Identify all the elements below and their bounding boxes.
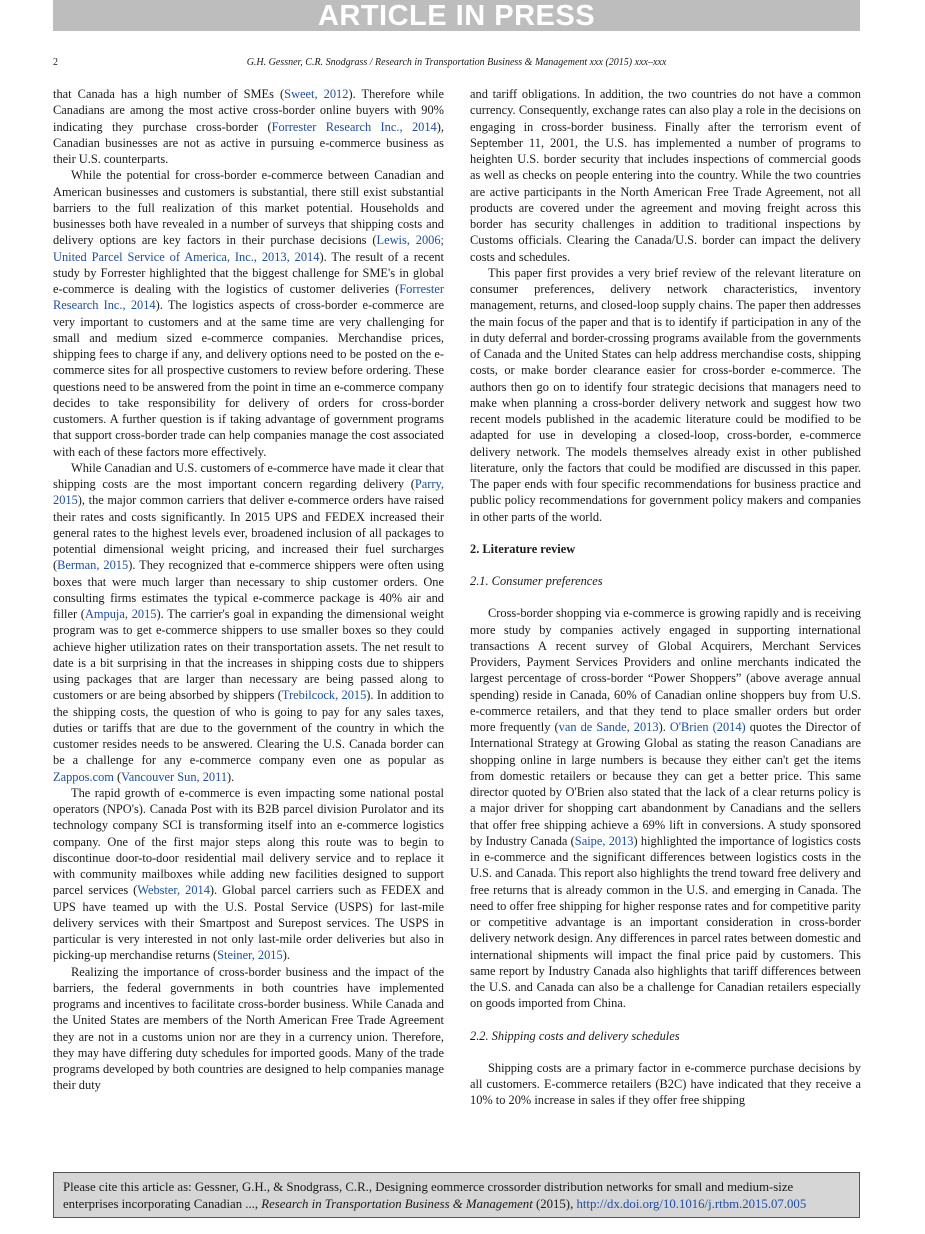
running-header bbox=[53, 57, 860, 71]
text: ( bbox=[113, 769, 122, 784]
text: ). bbox=[658, 720, 670, 734]
page-number: 2 bbox=[53, 57, 58, 68]
citation-link[interactable]: Saipe, 2013 bbox=[574, 833, 634, 848]
journal-running-title: G.H. Gessner, C.R. Snodgrass / Research in Transportation Business & Management xxx (2015) xxx–xxx bbox=[246, 57, 667, 68]
text: ). The carrier's goal in expanding the dimensional weight program was to get e-commerce shippers to use smaller boxes so they could achieve higher utilization rates on their transportation assets. The net result to date is a bit surprising in that the increases in shipping costs due to shippers using packages that are larger than necessary are being passed along to customers or are being absorbed by shippers ( bbox=[53, 607, 444, 703]
text: ). They recognized that e-commerce shippers were often using boxes that were much larger than necessary to ship customer orders. One consulting firms estimates the typical e-commerce package is 40% air and filler ( bbox=[53, 558, 444, 621]
citation-link[interactable]: Berman, 2015 bbox=[57, 558, 129, 573]
citation-link[interactable]: Sweet, 2012 bbox=[284, 87, 349, 101]
section-heading: 2. Literature review bbox=[470, 541, 576, 556]
paragraph bbox=[53, 460, 444, 785]
text: This paper first provides a very brief review of the relevant literature on consumer preferences, delivery network characteristics, inventory management, returns, and closed-loop supply chains. The paper then addresses the main focus of the paper and that is to identify if participation in any of the in duty deferral and border-crossing programs available from the governments of Canada and the United States can help address merchandise costs, shipping costs, or make border clearance easier for cross-border e-commerce. The authors then go on to identify four strategic decisions that managers need to make when planning a cross-border delivery network and suggest how two recent models published in the academic literature could be modified to be adapted for use in developing a closed-loop, cross-border, e-commerce delivery network. The models themselves already exist in other published literature, only the factors that could be modified are discussed in this paper. The paper ends with four specific recommendations for business practice and public policy recommendations for government policy makers and companies in other parts of the world. bbox=[470, 265, 861, 524]
text: (2015), bbox=[532, 1196, 577, 1211]
subsection-heading: 2.2. Shipping costs and delivery schedules bbox=[470, 1028, 680, 1043]
text: Please cite this article as: Gessner, G.H., & Snodgrass, C.R., Designing eommerce crossorder distribution networks for small and medium-size enterprises incorporating Canadian ..., bbox=[63, 1180, 794, 1211]
text: that Canada has a high number of SMEs ( bbox=[53, 87, 285, 101]
citation-link[interactable]: Lewis, 2006; United Parcel Service of America, Inc., 2013, 2014 bbox=[53, 233, 444, 264]
citation-link[interactable]: van de Sande, 2013 bbox=[558, 720, 659, 734]
doi-link[interactable]: http://dx.doi.org/10.1016/j.rtbm.2015.07.005 bbox=[576, 1196, 807, 1211]
text: ), the major common carriers that deliver e-commerce orders have raised their rates and costs significantly. In 2015 UPS and FEDEX increased their general rates to the highest levels ever, broadened inclusion of all packages to potential dimensional weight pricing, and increased their fuel surcharges ( bbox=[53, 493, 444, 573]
article-in-press-banner: ARTICLE IN PRESS bbox=[53, 0, 860, 31]
paragraph bbox=[53, 167, 444, 460]
text: ) highlighted the importance of logistics costs in e-commerce and the significant differences between logistics costs in the U.S. and Canada. This report also highlights the trend toward free delivery and free returns that is already common in the U.S. and emerging in Canada. The need to offer free shipping for higher response rates and for competitive parity or competitive advantage is an important consideration in cross-border delivery network design. Any differences in parcel rates between domestic and international shipments will impact the final price paid by customers. This same report by Industry Canada also highlights that tariff differences between the U.S. and Canada can also be a challenge for Canadian retailers especially on goods imported from China. bbox=[470, 833, 862, 1011]
citation-footer bbox=[53, 1172, 860, 1218]
paragraph bbox=[470, 1060, 861, 1109]
citation-link[interactable]: Parry, 2015 bbox=[53, 477, 444, 508]
text: While Canadian and U.S. customers of e-commerce have made it clear that shipping costs are the most important concern regarding delivery ( bbox=[53, 460, 444, 491]
paragraph bbox=[470, 265, 861, 525]
citation-link[interactable]: Forrester Research Inc., 2014 bbox=[271, 119, 437, 134]
text: ), Canadian businesses are not as active in pursuing e-commerce business as their U.S. counterparts. bbox=[53, 119, 444, 166]
text: and tariff obligations. In addition, the two countries do not have a common currency. Consequently, exchange rates can also play a role in the decisions on engaging in cross-border business. Finally after the terrorism event of September 11, 2001, the U.S. has implemented a number of programs to heighten U.S. border security that includes inspections of commercial goods as well as checks on people entering into the country. While the two countries are active participants in the North American Free Trade Agreement, not all products are covered under the agreement and moving freight across this border has security challenges in addition to traditional inspections by Customs officials. Clearing the Canada/U.S. border can impact the delivery costs and schedules. bbox=[470, 87, 861, 264]
left-column bbox=[53, 86, 444, 1094]
subsection-heading: 2.1. Consumer preferences bbox=[470, 574, 603, 588]
text: ). bbox=[282, 948, 290, 963]
text: ). In addition to the shipping costs, the question of who is going to pay for any sales taxes, duties or tariffs that are due to the government of the country in which the customer resides needs to be answered. Clearing the U.S. Canada border can be a challenge for any e-commerce company even one as popular as bbox=[53, 688, 444, 768]
paragraph bbox=[470, 86, 861, 265]
text: The rapid growth of e-commerce is even impacting some national postal operators (NPO's). Canada Post with its B2B parcel division Purolator and its technology company SCI is transforming itself into an e-commerce logistics company. One of the first major steps along this route was to begin to discontinue door-to-door residential mail delivery service and to replace it with community mailboxes while adding new facilities designed to support parcel services ( bbox=[53, 785, 444, 898]
text: Realizing the importance of cross-border business and the impact of the barriers, the federal governments in both countries have implemented programs and incentives to facilitate cross-border business. While Canada and the United States are members of the North American Free Trade Agreement they are not in a customs union nor are they in a currency union. Therefore, they may have differing duty schedules for imported goods. Many of the trade programs developed by both countries are designed to help companies manage their duty bbox=[53, 964, 444, 1093]
text: quotes the Director of International Strategy at Growing Global as stating the reason Canadians are shopping online in large numbers is because they either can't get the items from domestic retailers or because they can get a better price. This same director quoted by O'Brien also stated that the lack of a clear returns policy is a major driver for shopping cart abandonment by Canadians and the sellers that offer free shipping achieve a 69% lift in conversions. A study sponsored by Industry Canada ( bbox=[470, 720, 862, 848]
citation-link[interactable]: O'Brien (2014) bbox=[669, 720, 746, 734]
text: Shipping costs are a primary factor in e-commerce purchase decisions by all customers. E-commerce retailers (B2C) have indicated that they receive a 10% to 20% increase in sales if they offer free shipping bbox=[470, 1060, 861, 1108]
text: While the potential for cross-border e-commerce between Canadian and American businesses and customers is substantial, there still exist substantial barriers to the full realization of this market potential. Households and businesses both have revealed in a number of surveys that shipping costs and delivery options are key factors in their purchase decisions ( bbox=[53, 168, 444, 248]
text: ). The logistics aspects of cross-border e-commerce are very important to customers and at the same time are very challenging for small and medium sized e-commerce companies. Merchandise prices, shipping fees to charge if any, and delivery options need to be posted on the e-commerce sites for all prospective customers to review before ordering. These questions need to be answered from the point in time an e-commerce company decides to take responsibility for delivery of orders for cross-border customers. A further question is if taking advantage of government programs that support cross-border trade can help companies manage the cost associated with each of these factors more effectively. bbox=[53, 298, 444, 459]
text: ). Global parcel carriers such as FEDEX and UPS have teamed up with the U.S. Postal Service (USPS) for last-mile delivery services with their Smartpost and Surepost services. The USPS in particular is very interested in not only last-mile order deliveries but also in picking-up merchandise returns ( bbox=[53, 883, 444, 963]
text: Cross-border shopping via e-commerce is growing rapidly and is receiving more study by companies actively engaged in supporting international transactions A recent survey of Global Acquirers, Merchant Services Providers, Payment Services Providers and online merchants indicated the largest percentage of cross-border “Power Shoppers” (above average annual spending) reside in Canada, 60% of Canadian online shoppers buy from U.S. e-commerce retailers, and that they tend to place smaller orders but order more frequently ( bbox=[470, 606, 861, 734]
website-link[interactable]: Zappos.com bbox=[53, 769, 114, 784]
citation-link[interactable]: Vancouver Sun, 2011 bbox=[121, 769, 228, 784]
citation-link[interactable]: Trebilcock, 2015 bbox=[281, 688, 367, 703]
citation-link[interactable]: Steiner, 2015 bbox=[217, 948, 283, 963]
paragraph bbox=[53, 785, 444, 964]
journal-name: Research in Transportation Business & Management bbox=[261, 1196, 533, 1211]
citation-link[interactable]: Ampuja, 2015 bbox=[84, 607, 157, 621]
paragraph bbox=[470, 605, 861, 1011]
paragraph bbox=[53, 86, 444, 167]
right-column bbox=[470, 86, 861, 1109]
citation-link[interactable]: Webster, 2014 bbox=[137, 883, 210, 898]
citation-link[interactable]: Forrester Research Inc., 2014 bbox=[53, 282, 444, 313]
paragraph bbox=[53, 964, 444, 1094]
text: ). The result of a recent study by Forrester highlighted that the biggest challenge for SME's in global e-commerce is dealing with the logistics of customer deliveries ( bbox=[53, 249, 444, 296]
text: ). bbox=[227, 769, 235, 784]
text: ). Therefore while Canadians are among the most active cross-border online buyers with 90% indicating they purchase cross-border ( bbox=[53, 87, 445, 134]
